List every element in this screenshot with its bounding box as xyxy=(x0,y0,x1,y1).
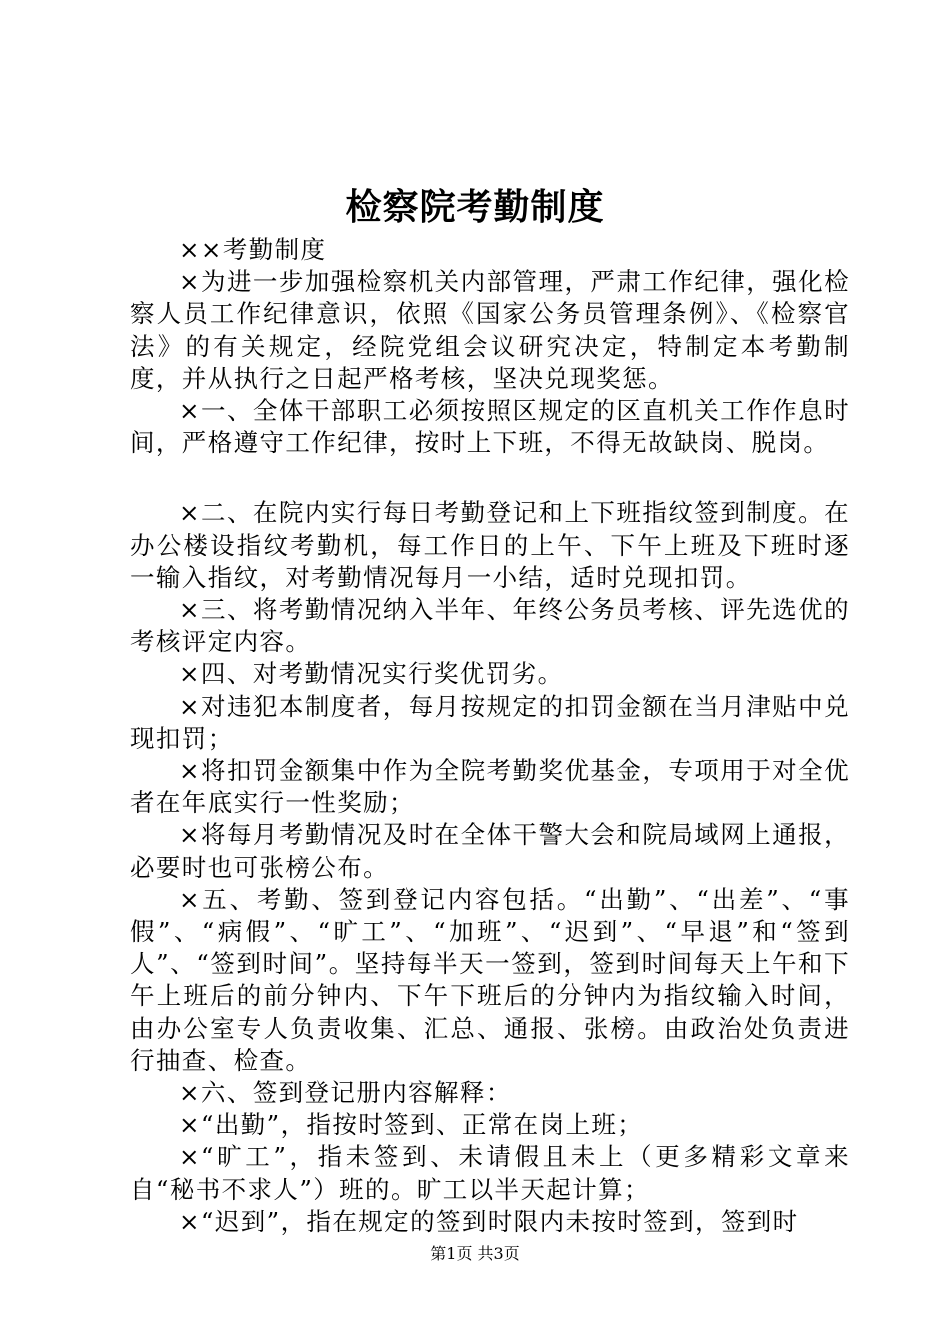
paragraph-item-6: ×六、签到登记册内容解释： xyxy=(179,1078,512,1108)
paragraph-item-1: ×一、全体干部职工必须按照区规定的区直机关工作作息时间，严格遵守工作纪律，按时上下班，不得无故缺岗、脱岗。 xyxy=(130,396,850,458)
page-footer: 第1页 共3页 xyxy=(430,1244,520,1263)
document-body xyxy=(130,234,850,1238)
paragraph-item-6-sub-2: ×“旷工”，指未签到、未请假且未上（更多精彩文章来自“秘书不求人”）班的。旷工以半天起计算； xyxy=(130,1142,850,1204)
paragraph-item-3: ×三、将考勤情况纳入半年、年终公务员考核、评先选优的考核评定内容。 xyxy=(130,595,850,657)
paragraph-item-5: ×五、考勤、签到登记内容包括。“出勤”、“出差”、“事假”、“病假”、“旷工”、“加班”、“迟到”、“早退”和“签到人”、“签到时间”。坚持每半天一签到，签到时间每天上午和下午上班后的前分钟内、下午下班后的分钟内为指纹输入时间，由办公室专人负责收集、汇总、通报、张榜。由政治处负责进行抽查、检查。 xyxy=(130,884,850,1075)
paragraph-item-6-sub-1: ×“出勤”，指按时签到、正常在岗上班； xyxy=(179,1110,644,1140)
paragraph-item-6-sub-3: ×“迟到”，指在规定的签到时限内未按时签到，签到时 xyxy=(179,1206,799,1236)
paragraph-item-4-sub-1: ×对违犯本制度者，每月按规定的扣罚金额在当月津贴中兑现扣罚； xyxy=(130,691,850,753)
paragraph-heading: ××考勤制度 xyxy=(179,235,327,264)
paragraph-preamble: ×为进一步加强检察机关内部管理，严肃工作纪律，强化检察人员工作纪律意识，依照《国家公务员管理条例》、《检察官法》的有关规定，经院党组会议研究决定，特制定本考勤制度，并从执行之日起严格考核，坚决兑现奖惩。 xyxy=(130,267,850,393)
paragraph-item-4: ×四、对考勤情况实行奖优罚劣。 xyxy=(179,659,564,689)
paragraph-item-2: ×二、在院内实行每日考勤登记和上下班指纹签到制度。在办公楼设指纹考勤机，每工作日的上午、下午上班及下班时逐一输入指纹，对考勤情况每月一小结，适时兑现扣罚。 xyxy=(130,498,850,592)
paragraph-item-4-sub-2: ×将扣罚金额集中作为全院考勤奖优基金，专项用于对全优者在年底实行一性奖励； xyxy=(130,756,850,818)
paragraph-item-4-sub-3: ×将每月考勤情况及时在全体干警大会和院局域网上通报，必要时也可张榜公布。 xyxy=(130,820,850,882)
document-title: 检察院考勤制度 xyxy=(345,186,605,228)
